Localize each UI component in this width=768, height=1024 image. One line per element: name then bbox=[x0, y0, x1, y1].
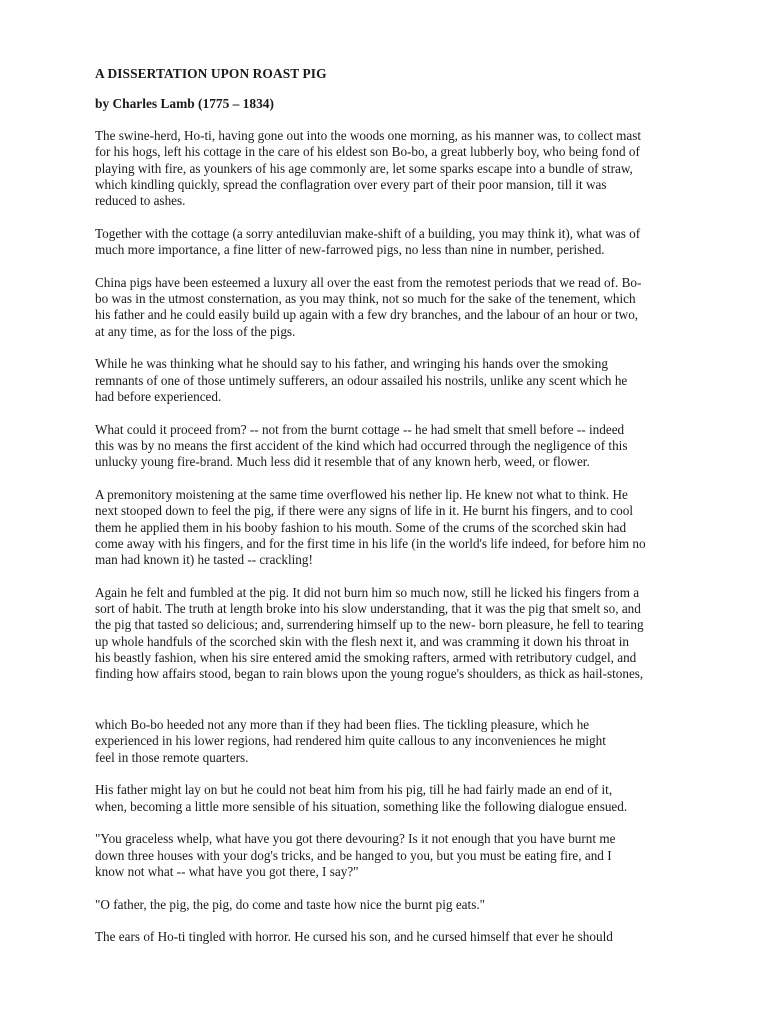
paragraph-line: experienced in his lower regions, had rendered him quite callous to any inconveniences he might bbox=[95, 733, 606, 749]
paragraph-line: feel in those remote quarters. bbox=[95, 749, 249, 765]
document-byline: by Charles Lamb (1775 – 1834) bbox=[95, 96, 274, 111]
paragraph-line: China pigs have been esteemed a luxury all over the east from the remotest periods that we read of. Bo- bbox=[95, 274, 642, 290]
paragraph-line: "O father, the pig, the pig, do come and taste how nice the burnt pig eats." bbox=[95, 896, 486, 912]
paragraph bbox=[95, 487, 680, 568]
paragraph bbox=[95, 897, 680, 913]
paragraph-line: his beastly fashion, when his sire entered amid the smoking rafters, armed with retributory cudgel, and bbox=[95, 650, 637, 666]
paragraph-line: A premonitory moistening at the same time overflowed his nether lip. He knew not what to think. He bbox=[95, 487, 628, 502]
paragraph-line: know not what -- what have you got there, I say?" bbox=[95, 863, 359, 879]
paragraph-line: "You graceless whelp, what have you got there devouring? Is it not enough that you have burnt me bbox=[95, 831, 616, 847]
paragraph bbox=[95, 128, 680, 209]
paragraph-line: finding how affairs stood, began to rain blows upon the young rogue's shoulders, as thick as hail-stones, bbox=[95, 666, 644, 682]
paragraph-line: for his hogs, left his cottage in the care of his eldest son Bo-bo, a great lubberly boy, who being fond of bbox=[95, 144, 640, 160]
paragraph bbox=[95, 356, 680, 405]
paragraph-line: had before experienced. bbox=[95, 389, 222, 405]
paragraph-line: bo was in the utmost consternation, as you may think, not so much for the sake of the tenement, which bbox=[95, 291, 636, 307]
paragraph-line: Together with the cottage (a sorry antediluvian make-shift of a building, you may think it), what was of bbox=[95, 225, 641, 241]
paragraph-line: The swine-herd, Ho-ti, having gone out into the woods one morning, as his manner was, to collect mast bbox=[95, 128, 642, 143]
paragraph-line: unlucky young fire-brand. Much less did it resemble that of any known herb, weed, or flower. bbox=[95, 454, 590, 470]
paragraph bbox=[95, 422, 680, 471]
paragraph-line: down three houses with your dog's tricks, and be hanged to you, but you must be eating fire, and I bbox=[95, 847, 612, 863]
paragraph-line: up whole handfuls of the scorched skin with the flesh next it, and was cramming it down his throat in bbox=[95, 633, 629, 649]
paragraph bbox=[95, 831, 680, 880]
paragraph-line: While he was thinking what he should say to his father, and wringing his hands over the smoking bbox=[95, 356, 608, 372]
paragraph-line: which kindling quickly, spread the conflagration over every part of their poor mansion, till it was bbox=[95, 176, 607, 192]
document-title: A DISSERTATION UPON ROAST PIG bbox=[95, 66, 327, 81]
paragraph-line: the pig that tasted so delicious; and, surrendering himself up to the new- born pleasure, he fell to tearing bbox=[95, 617, 644, 633]
paragraph-line: reduced to ashes. bbox=[95, 193, 186, 209]
paragraph-line: when, becoming a little more sensible of his situation, something like the following dialogue ensued. bbox=[95, 798, 628, 814]
paragraph-line: come away with his fingers, and for the first time in his life (in the world's life indeed, for before him no bbox=[95, 535, 646, 551]
body-text-part-1 bbox=[95, 128, 680, 683]
paragraph-line: this was by no means the first accident of the kind which had occurred through the negligence of this bbox=[95, 438, 628, 454]
paragraph-line: his father and he could easily build up again with a few dry branches, and the labour of an hour or two, bbox=[95, 307, 639, 323]
paragraph bbox=[95, 226, 680, 259]
paragraph-line: The ears of Ho-ti tingled with horror. He cursed his son, and he cursed himself that ever he should bbox=[95, 929, 613, 945]
paragraph-line: What could it proceed from? -- not from the burnt cottage -- he had smelt that smell before -- indeed bbox=[95, 421, 625, 437]
paragraph bbox=[95, 717, 680, 766]
paragraph-line: at any time, as for the loss of the pigs. bbox=[95, 323, 296, 339]
paragraph bbox=[95, 275, 680, 340]
paragraph-line: next stooped down to feel the pig, if there were any signs of life in it. He burnt his fingers, and to cool bbox=[95, 503, 633, 519]
paragraph-line: man had known it) he tasted -- crackling! bbox=[95, 552, 313, 568]
paragraph-line: much more importance, a fine litter of new-farrowed pigs, no less than nine in number, perished. bbox=[95, 242, 605, 258]
paragraph bbox=[95, 585, 680, 683]
section-gap bbox=[95, 699, 680, 717]
paragraph-line: Again he felt and fumbled at the pig. It did not burn him so much now, still he licked his fingers from a bbox=[95, 584, 640, 600]
paragraph-line: remnants of one of those untimely sufferers, an odour assailed his nostrils, unlike any scent which he bbox=[95, 372, 628, 388]
paragraph bbox=[95, 929, 680, 945]
document-page bbox=[95, 66, 680, 962]
paragraph-line: playing with fire, as younkers of his age commonly are, let some sparks escape into a bundle of straw, bbox=[95, 160, 633, 176]
paragraph-line: which Bo-bo heeded not any more than if they had been flies. The tickling pleasure, which he bbox=[95, 717, 590, 733]
paragraph-line: sort of habit. The truth at length broke into his slow understanding, that it was the pig that smelt so, and bbox=[95, 601, 641, 617]
paragraph bbox=[95, 782, 680, 815]
body-text-part-2 bbox=[95, 717, 680, 946]
paragraph-line: them he applied them in his booby fashion to his mouth. Some of the crums of the scorched skin had bbox=[95, 519, 627, 535]
paragraph-line: His father might lay on but he could not beat him from his pig, till he had fairly made an end of it, bbox=[95, 782, 613, 798]
